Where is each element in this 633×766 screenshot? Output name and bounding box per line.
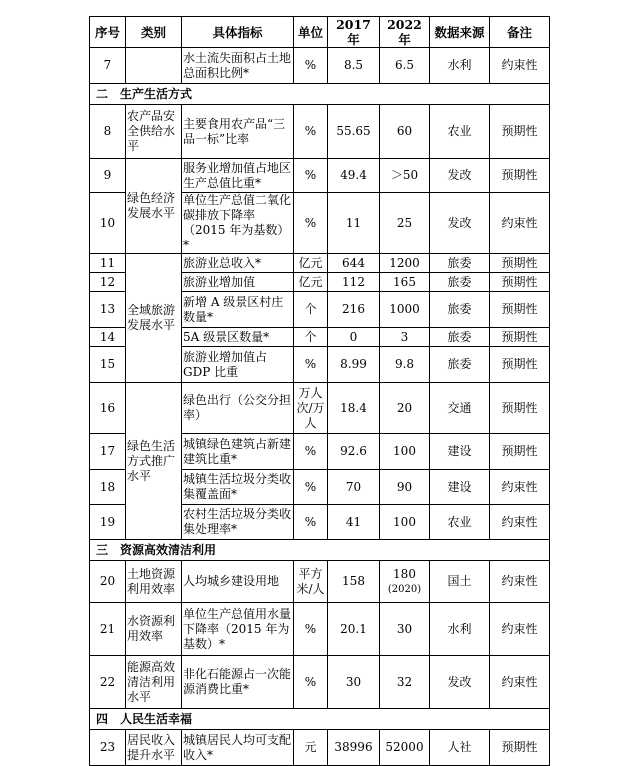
row-unit: %	[294, 105, 328, 159]
category-land: 土地资源利用效率	[126, 561, 182, 603]
row-category	[126, 48, 182, 84]
row-unit: %	[294, 656, 328, 709]
row-unit: %	[294, 159, 328, 193]
row-2017: 112	[328, 273, 380, 292]
row-source: 旅委	[430, 328, 490, 347]
row-2017: 18.4	[328, 383, 380, 434]
row-source: 旅委	[430, 292, 490, 328]
section-label: 人民生活幸福	[120, 711, 193, 726]
row-num: 11	[90, 254, 126, 273]
section-row	[90, 84, 550, 105]
row-2022: 60	[380, 105, 430, 159]
row-num: 13	[90, 292, 126, 328]
row-2022: 9.8	[380, 347, 430, 383]
table-row	[90, 603, 550, 656]
row-2022: 90	[380, 470, 430, 505]
table-header-row	[90, 17, 550, 48]
table-row	[90, 254, 550, 273]
row-2017: 38996	[328, 730, 380, 766]
row-unit: %	[294, 347, 328, 383]
row-unit: 亿元	[294, 273, 328, 292]
section-row	[90, 540, 550, 561]
row-2017: 41	[328, 505, 380, 540]
row-2022: 6.5	[380, 48, 430, 84]
row-indicator: 农村生活垃圾分类收集处理率*	[182, 505, 294, 540]
row-source: 发改	[430, 656, 490, 709]
row-source: 建设	[430, 434, 490, 470]
section-label: 资源高效清洁利用	[120, 542, 217, 557]
row-2022: 1000	[380, 292, 430, 328]
row-2022: 1200	[380, 254, 430, 273]
row-unit: 万人次/万人	[294, 383, 328, 434]
row-num: 8	[90, 105, 126, 159]
table-row	[90, 730, 550, 766]
row-indicator: 5A 级景区数量*	[182, 328, 294, 347]
row-indicator: 服务业增加值占地区生产总值比重*	[182, 159, 294, 193]
row-num: 23	[90, 730, 126, 766]
row-2017: 644	[328, 254, 380, 273]
row-remark: 预期性	[490, 159, 550, 193]
row-2022-note: (2020)	[387, 583, 422, 595]
row-2022: 100	[380, 505, 430, 540]
row-num: 15	[90, 347, 126, 383]
row-unit: %	[294, 48, 328, 84]
row-2017: 20.1	[328, 603, 380, 656]
row-remark: 约束性	[490, 656, 550, 709]
row-indicator: 非化石能源占一次能源消费比重*	[182, 656, 294, 709]
section-number: 二	[96, 86, 109, 101]
row-2022: 20	[380, 383, 430, 434]
row-source: 建设	[430, 470, 490, 505]
row-2022: 32	[380, 656, 430, 709]
row-num: 9	[90, 159, 126, 193]
row-remark: 约束性	[490, 505, 550, 540]
row-indicator: 单位生产总值二氧化碳排放下降率（2015 年为基数）*	[182, 193, 294, 254]
row-remark: 约束性	[490, 470, 550, 505]
row-num: 21	[90, 603, 126, 656]
row-source: 交通	[430, 383, 490, 434]
row-2017: 49.4	[328, 159, 380, 193]
row-unit: %	[294, 434, 328, 470]
table-row	[90, 48, 550, 84]
row-unit: %	[294, 505, 328, 540]
table-row	[90, 656, 550, 709]
row-2017: 55.65	[328, 105, 380, 159]
category-green-life: 绿色生活方式推广水平	[126, 383, 182, 540]
row-remark: 约束性	[490, 561, 550, 603]
row-num: 7	[90, 48, 126, 84]
row-source: 旅委	[430, 347, 490, 383]
row-unit: %	[294, 470, 328, 505]
row-num: 20	[90, 561, 126, 603]
table-row	[90, 159, 550, 193]
row-source: 发改	[430, 193, 490, 254]
row-unit: 元	[294, 730, 328, 766]
row-num: 12	[90, 273, 126, 292]
row-indicator: 城镇绿色建筑占新建建筑比重*	[182, 434, 294, 470]
row-remark: 预期性	[490, 254, 550, 273]
row-remark: 预期性	[490, 292, 550, 328]
section-title	[90, 84, 550, 105]
row-source: 国土	[430, 561, 490, 603]
category-green-economy: 绿色经济发展水平	[126, 159, 182, 254]
row-source: 旅委	[430, 254, 490, 273]
row-2022: 25	[380, 193, 430, 254]
row-indicator: 单位生产总值用水量下降率（2015 年为基数）*	[182, 603, 294, 656]
header-remark: 备注	[490, 17, 550, 48]
row-unit: 个	[294, 292, 328, 328]
row-unit: %	[294, 603, 328, 656]
header-num: 序号	[90, 17, 126, 48]
section-label: 生产生活方式	[120, 86, 193, 101]
row-remark: 预期性	[490, 273, 550, 292]
row-indicator: 旅游业增加值占 GDP 比重	[182, 347, 294, 383]
row-num: 17	[90, 434, 126, 470]
row-2017: 158	[328, 561, 380, 603]
row-unit: %	[294, 193, 328, 254]
row-2017: 11	[328, 193, 380, 254]
row-indicator: 新增 A 级景区村庄数量*	[182, 292, 294, 328]
row-2017: 8.99	[328, 347, 380, 383]
row-source: 农业	[430, 505, 490, 540]
row-indicator: 主要食用农产品“三品一标”比率	[182, 105, 294, 159]
row-indicator: 城镇居民人均可支配收入*	[182, 730, 294, 766]
row-source: 人社	[430, 730, 490, 766]
row-unit: 亿元	[294, 254, 328, 273]
row-remark: 约束性	[490, 48, 550, 84]
header-indicator: 具体指标	[182, 17, 294, 48]
row-num: 10	[90, 193, 126, 254]
section-title	[90, 709, 550, 730]
row-2022: ＞50	[380, 159, 430, 193]
category-water: 水资源利用效率	[126, 603, 182, 656]
row-2022-value: 180	[393, 566, 416, 581]
table-row	[90, 105, 550, 159]
category-income: 居民收入提升水平	[126, 730, 182, 766]
row-2022: 100	[380, 434, 430, 470]
row-2017: 30	[328, 656, 380, 709]
row-indicator: 绿色出行（公交分担率）	[182, 383, 294, 434]
row-unit: 平方米/人	[294, 561, 328, 603]
row-num: 16	[90, 383, 126, 434]
row-num: 14	[90, 328, 126, 347]
row-remark: 约束性	[490, 603, 550, 656]
row-num: 22	[90, 656, 126, 709]
category-food: 农产品安全供给水平	[126, 105, 182, 159]
row-indicator: 城镇生活垃圾分类收集覆盖面*	[182, 470, 294, 505]
row-2022: 165	[380, 273, 430, 292]
row-2017: 0	[328, 328, 380, 347]
section-number: 四	[96, 711, 109, 726]
row-remark: 预期性	[490, 328, 550, 347]
row-2017: 216	[328, 292, 380, 328]
row-remark: 约束性	[490, 193, 550, 254]
row-indicator: 水土流失面积占土地总面积比例*	[182, 48, 294, 84]
row-unit: 个	[294, 328, 328, 347]
table-row	[90, 383, 550, 434]
row-source: 旅委	[430, 273, 490, 292]
row-remark: 预期性	[490, 434, 550, 470]
row-2022: 52000	[380, 730, 430, 766]
header-source: 数据来源	[430, 17, 490, 48]
row-2017: 8.5	[328, 48, 380, 84]
row-remark: 预期性	[490, 383, 550, 434]
header-2022: 2022 年	[380, 17, 430, 48]
header-category: 类别	[126, 17, 182, 48]
row-remark: 预期性	[490, 730, 550, 766]
table-row	[90, 561, 550, 603]
row-remark: 预期性	[490, 105, 550, 159]
row-2022: 3	[380, 328, 430, 347]
section-row	[90, 709, 550, 730]
header-2017: 2017 年	[328, 17, 380, 48]
category-tourism: 全域旅游发展水平	[126, 254, 182, 383]
row-2017: 70	[328, 470, 380, 505]
row-2017: 92.6	[328, 434, 380, 470]
indicator-table	[89, 16, 550, 766]
row-num: 18	[90, 470, 126, 505]
row-source: 水利	[430, 48, 490, 84]
section-title	[90, 540, 550, 561]
row-2022	[380, 561, 430, 603]
row-indicator: 人均城乡建设用地	[182, 561, 294, 603]
row-remark: 预期性	[490, 347, 550, 383]
category-energy: 能源高效清洁利用水平	[126, 656, 182, 709]
section-number: 三	[96, 542, 109, 557]
row-source: 水利	[430, 603, 490, 656]
row-source: 农业	[430, 105, 490, 159]
row-indicator: 旅游业增加值	[182, 273, 294, 292]
row-source: 发改	[430, 159, 490, 193]
row-indicator: 旅游业总收入*	[182, 254, 294, 273]
row-num: 19	[90, 505, 126, 540]
header-unit: 单位	[294, 17, 328, 48]
row-2022: 30	[380, 603, 430, 656]
